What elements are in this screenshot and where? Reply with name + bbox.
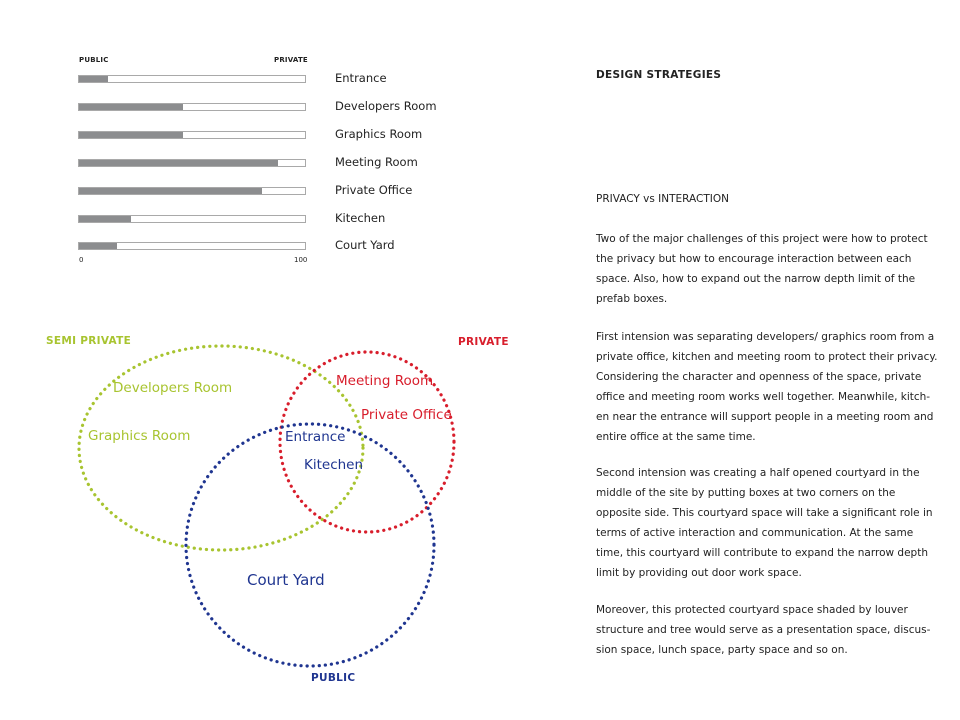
- section-heading: DESIGN STRATEGIES: [596, 69, 722, 81]
- bar-fill: [79, 216, 131, 222]
- bar-label: Developers Room: [335, 98, 437, 113]
- bar-row: [78, 155, 538, 175]
- public-end-label: PUBLIC: [79, 56, 109, 64]
- axis-max-label: 100: [294, 256, 308, 264]
- bar-track: [78, 159, 306, 167]
- venn-label-entrance: Entrance: [285, 429, 346, 445]
- paragraph-4: Moreover, this protected courtyard space shaded by louver structure and tree would serve as a presentation space, discus- sion space, lunch space, party space and so on.: [596, 604, 931, 656]
- bar-label: Kitechen: [335, 210, 386, 225]
- bar-label: Meeting Room: [335, 154, 418, 169]
- bar-track: [78, 187, 306, 195]
- bar-track: [78, 75, 306, 83]
- bar-fill: [79, 243, 117, 249]
- bar-row: [78, 99, 538, 119]
- section-subheading: PRIVACY vs INTERACTION: [596, 193, 729, 205]
- bar-fill: [79, 104, 183, 110]
- public-heading: PUBLIC: [311, 672, 356, 684]
- venn-label-kitechen: Kitechen: [304, 457, 364, 473]
- privacy-venn-diagram: [0, 320, 520, 720]
- bar-track: [78, 103, 306, 111]
- bar-track: [78, 131, 306, 139]
- venn-label-court-yard: Court Yard: [247, 571, 325, 589]
- bar-row: [78, 127, 538, 147]
- bar-row: [78, 71, 538, 91]
- bar-track: [78, 215, 306, 223]
- bar-fill: [79, 188, 262, 194]
- bar-row: [78, 238, 538, 258]
- paragraph-1: Two of the major challenges of this project were how to protect the privacy but how to encourage interaction between each space. Also, how to expand out the narrow depth limit of the prefab boxes.: [596, 233, 928, 305]
- bar-fill: [79, 160, 278, 166]
- venn-label-developers-room: Developers Room: [113, 380, 233, 396]
- bar-label: Graphics Room: [335, 126, 423, 141]
- bar-fill: [79, 132, 183, 138]
- venn-label-private-office: Private Office: [361, 407, 452, 423]
- semi-private-heading: SEMI PRIVATE: [46, 335, 132, 347]
- bar-label: Entrance: [335, 71, 387, 85]
- privacy-bar-chart: [0, 0, 520, 280]
- bar-track: [78, 242, 306, 250]
- bar-fill: [79, 76, 108, 82]
- paragraph-3: Second intension was creating a half opened courtyard in the middle of the site by putting boxes at two corners on the opposite side. This courtyard space will take a significant role in terms of active interaction and communication. At the same time, this courtyard will contribute to expand the narrow depth limit by providing out door work space.: [596, 467, 933, 579]
- bar-label: Private Office: [335, 182, 413, 197]
- private-end-label: PRIVATE: [274, 56, 308, 64]
- bar-row: [78, 211, 538, 231]
- axis-min-label: 0: [79, 256, 84, 264]
- bar-row: [78, 183, 538, 203]
- bar-label: Court Yard: [335, 238, 395, 253]
- semi-private-ellipse: [79, 346, 363, 550]
- private-heading: PRIVATE: [458, 336, 509, 348]
- venn-label-graphics-room: Graphics Room: [88, 428, 191, 444]
- venn-label-meeting-room: Meeting Room: [336, 373, 434, 389]
- paragraph-2: First intension was separating developers/ graphics room from a private office, kitchen and meeting room to protect their privacy. Considering the character and openness of the space, private office and meeting room works well together. Meanwhile, kitch- en near the entrance will support people in a meeting room and entire office at the same time.: [596, 331, 938, 443]
